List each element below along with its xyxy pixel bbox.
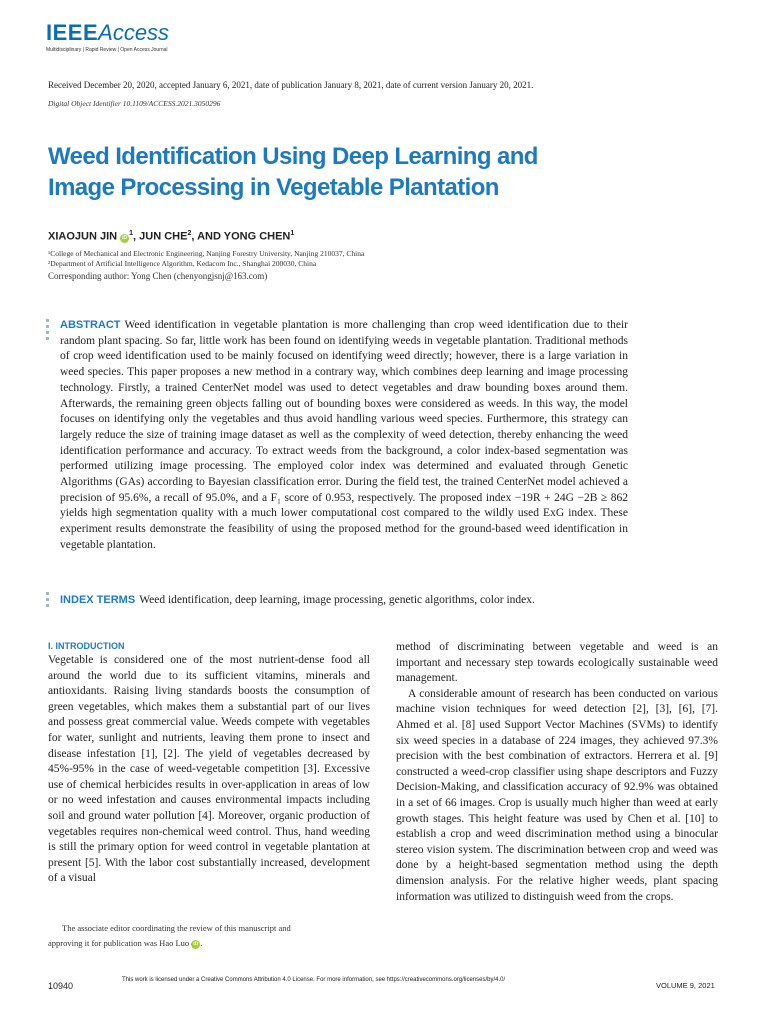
author-name: , JUN CHE: [133, 230, 188, 243]
volume-label: VOLUME 9, 2021: [656, 981, 715, 990]
body-paragraph: A considerable amount of research has been conducted on various machine vision techniques for weed detection [2], [3], [6], [7]. Ahmed et al. [8] used Support Vector Machines (SVMs) to identify six weed species in a database of 224 images, they achieved 97.3% precision with the best combination of extractors. Herrera et al. [9] constructed a weed-crop classifier using shape descriptors and Fuzzy Decision-Making, and classification accuracy of 92.9% was obtained in a set of 66 images. Crop is usually much higher than weed at early growth stages. This height feature was used by Chen et al. [10] to establish a crop and weed discrimination method using a binocular stereo vision system. The discrimination between crop and weed was done by a height-based segmentation method using the depth dimension analysis. For the relative higher weeds, plant spacing information was utilized to distinguish weed from the crops.: [396, 687, 718, 903]
right-column: [396, 640, 718, 905]
abstract-label: ABSTRACT: [60, 319, 121, 331]
body-paragraph: Vegetable is considered one of the most nutrient-dense food all around the world due to its sufficient vitamins, minerals and antioxidants. Raising living standards boosts the consumption of green vegetables, which makes them a substantial part of our lives and possess great commercial value. Weeds compete with vegetables for water, sunlight and nutrients, leaving them prone to insect and disease infestation [1], [2]. The yield of vegetables decreased by 45%-95% in the case of weed-vegetable competition [3]. Excessive use of chemical herbicides results in over-application in areas of low or no weed infestation and causes environmental impacts including soil and ground water pollution [4]. Moreover, organic production of vegetables requires non-chemical weed control. Thus, hand weeding is still the primary option for weed control in vegetable plantation at present [5]. With the labor cost substantially increased, development of a visual: [48, 654, 370, 885]
license-notice[interactable]: This work is licensed under a Creative Commons Attribution 4.0 License. For more information, see https://creativecommons.org/licenses/by/4.0/: [122, 977, 506, 983]
journal-tagline: Multidisciplinary | Rapid Review | Open Access Journal: [46, 47, 168, 53]
index-terms: [60, 593, 660, 608]
page-number: 10940: [48, 981, 74, 991]
index-terms-text: Weed identification, deep learning, image processing, genetic algorithms, color index.: [139, 594, 535, 606]
footnote-line: The associate editor coordinating the review of this manuscript and: [62, 923, 291, 933]
doi-line: Digital Object Identifier 10.1109/ACCESS.2021.3050296: [48, 99, 221, 108]
author-name: , AND YONG CHEN: [191, 230, 291, 243]
journal-logo: [46, 22, 169, 53]
affiliation-marker: 1: [129, 230, 134, 237]
section-marker-icon: [46, 319, 49, 343]
footnote-line: approving it for publication was Hao Luo iD .: [48, 938, 203, 948]
index-terms-label: INDEX TERMS: [60, 594, 136, 606]
paper-title-line-2: Image Processing in Vegetable Plantation: [48, 174, 499, 201]
corresponding-author: Corresponding author: Yong Chen (chenyongjsnj@163.com): [48, 271, 268, 281]
author-list: [48, 230, 294, 243]
affiliation-1: ¹College of Mechanical and Electronic Engineering, Nanjing Forestry University, Nanjing 210037, China: [48, 249, 365, 258]
abstract-text: Weed identification in vegetable plantation is more challenging than crop weed identification due to their random plant spacing. So far, little work has been found on identifying weeds in vegetable plantation. Traditional methods of crop weed identification used to be mainly focused on identifying weed directly; however, there is a large variation in weed species. This paper proposes a new method in a contrary way, which combines deep learning and image processing technology. Firstly, a trained CenterNet model was used to detect vegetables and draw bounding boxes around them. Afterwards, the remaining green objects falling out of bounding boxes were considered as weeds. In this way, the model focuses on identifying only the vegetables and thus avoid handling various weed species. Furthermore, this strategy can largely reduce the size of training image dataset as well as the complexity of weed detection, thereby enhancing the weed identification performance and accuracy. To extract weeds from the background, a color index-based segmentation was performed utilizing image processing. The employed color index was determined and evaluated through Genetic Algorithms (GAs) according to Bayesian classification error. During the field test, the trained CenterNet model achieved a precision of 95.6%, a recall of 95.0%, and a F₁ score of 0.953, respectively. The proposed index −19R + 24G −2B ≥ 862 yields high segmentation quality with a much lower computational cost compared to the wildly used ExG index. These experiment results demonstrate the feasibility of using the proposed method for the ground-based weed identification in vegetable plantation.: [60, 319, 628, 551]
journal-logo-wordmark: IEEEAccess: [46, 20, 170, 45]
affiliation-marker: 2: [187, 230, 192, 237]
received-dates: Received December 20, 2020, accepted January 6, 2021, date of publication January 8, 2021, date of current version January 20, 2021.: [48, 80, 534, 90]
affiliation-marker: 1: [290, 230, 295, 237]
affiliation-2: ²Department of Artificial Intelligence Algorithm, Kedacom Inc., Shanghai 200030, China: [48, 259, 317, 268]
section-marker-icon: [46, 592, 49, 610]
section-heading: I. INTRODUCTION: [48, 641, 125, 651]
left-column: [48, 640, 370, 887]
abstract: [60, 318, 628, 554]
paper-title: [48, 141, 668, 203]
orcid-icon[interactable]: iD: [193, 942, 199, 947]
body-paragraph: method of discriminating between vegetable and weed is an important and necessary step towards ecologically sustainable weed management.: [396, 641, 718, 685]
editor-footnote: [48, 921, 370, 951]
paper-title-line-1: Weed Identification Using Deep Learning and: [48, 143, 538, 170]
orcid-icon[interactable]: iD: [122, 234, 128, 241]
author-name: XIAOJUN JIN: [48, 230, 118, 243]
